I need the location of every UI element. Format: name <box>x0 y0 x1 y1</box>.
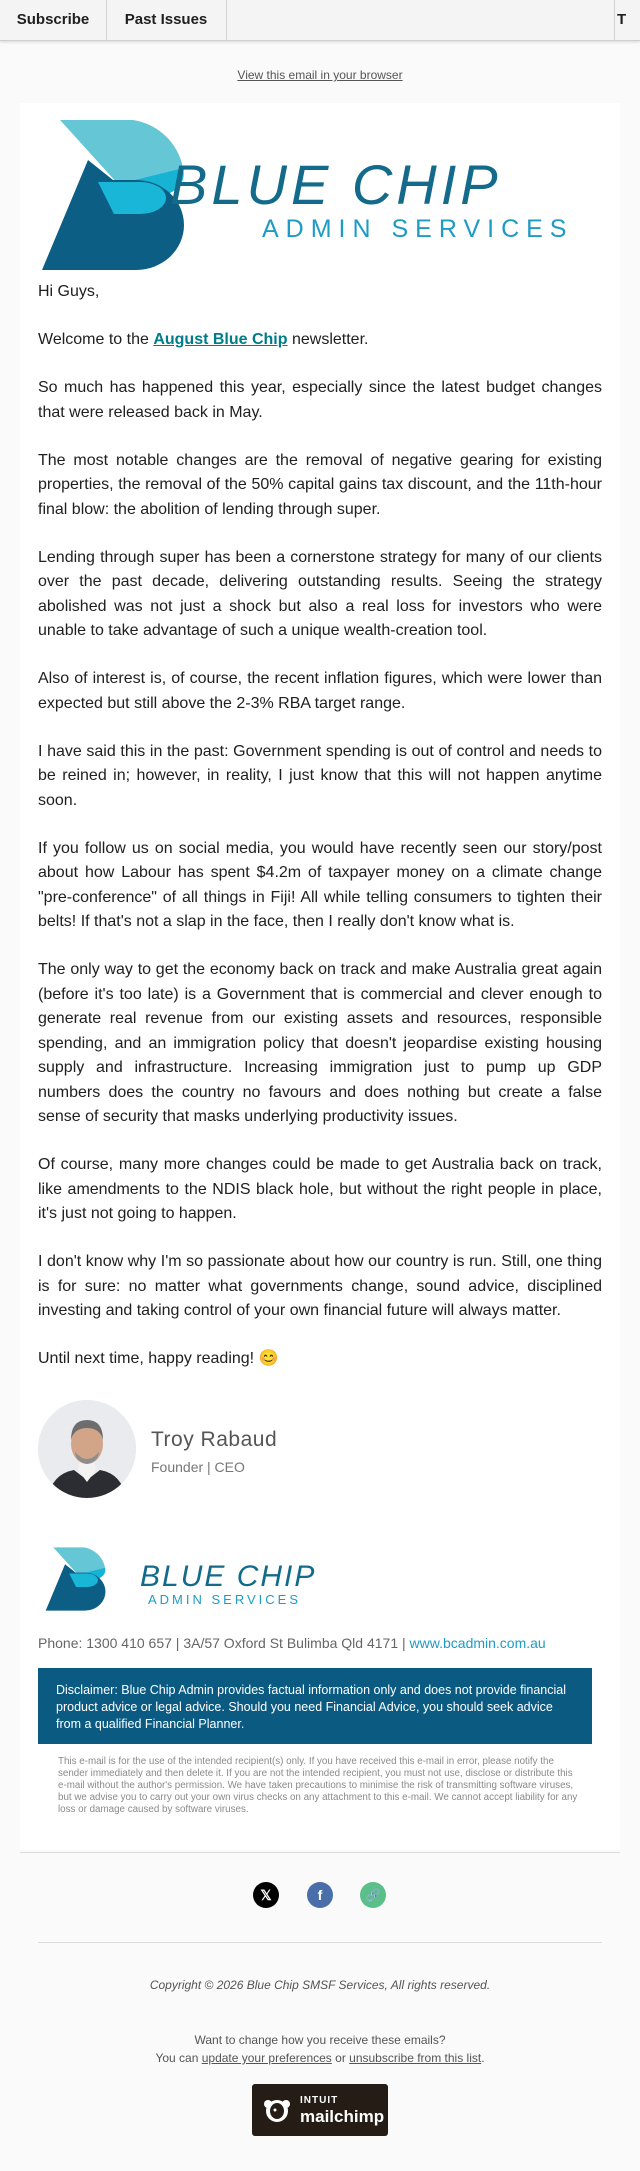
paragraph: The most notable changes are the removal of negative gearing for existing properties, the removal of the 50% capital gains tax discount, and the 11th-hour final blow: the abolition of lending through super. <box>38 451 602 518</box>
mailchimp-intuit-text: INTUIT <box>300 2095 339 2106</box>
contact-separator: | <box>175 1635 180 1651</box>
contact-line <box>38 1635 602 1651</box>
copyright: Copyright © 2026 Blue Chip SMSF Services, All rights reserved. <box>149 1978 491 1992</box>
signature-name: Troy Rabaud <box>151 1428 278 1451</box>
contact-phone: Phone: 1300 410 657 <box>38 1635 172 1651</box>
prefs-or: or <box>331 2051 350 2065</box>
newsletter-body <box>38 280 602 1395</box>
paragraph: The only way to get the economy back on track and make Australia great again (before it's too late) is a Government that is commercial and clever enough to generate real revenue from our existing assets and resources, responsible spending, and an immigration policy that doesn't jeopardise existing housing supply and infrastructure. Increasing immigration just to pump up GDP numbers does the country no favours and does nothing but create a false sense of security that masks underlying productivity issues. <box>38 961 602 1125</box>
paragraph: I have said this in the past: Government spending is out of control and needs to be reined in; however, in reality, I just know that this will not happen anytime soon. <box>38 742 602 809</box>
website-link-icon[interactable]: 🔗 <box>360 1882 386 1908</box>
welcome-post: newsletter. <box>287 331 369 348</box>
nav-past-issues[interactable]: Past Issues <box>106 0 227 40</box>
view-in-browser <box>0 68 640 82</box>
mailchimp-icon <box>262 2096 292 2129</box>
prefs-pre: You can <box>155 2051 202 2065</box>
paragraph: If you follow us on social media, you would have recently seen our story/post about how Labour has spent $4.2m of taxpayer money on a climate change "pre-conference" of all things in Fiji! All while telling consumers to tighten their belts! If that's not a slap in the face, then I really don't know what is. <box>38 839 602 930</box>
divider <box>38 1942 602 1943</box>
logo-sub-text-small: ADMIN SERVICES <box>148 1592 302 1607</box>
mailchimp-text: mailchimp <box>300 2107 385 2126</box>
logo-brand-text: BLUE CHIP <box>170 153 502 216</box>
unsubscribe-link[interactable]: unsubscribe from this list <box>349 2051 482 2065</box>
paragraph: Of course, many more changes could be made to get Australia back on track, like amendments to the NDIS black hole, but without the right people in place, it's just not going to happen. <box>38 1156 602 1222</box>
paragraph: Also of interest is, of course, the recent inflation figures, which were lower than expected but still above the 2-3% RBA target range. <box>38 670 602 712</box>
blue-chip-logo-mark-small <box>44 1543 124 1620</box>
paragraph: So much has happened this year, especially since the latest budget changes that were released back in May. <box>38 379 602 421</box>
disclaimer-box: Disclaimer: Blue Chip Admin provides factual information only and does not provide financial product advice or legal advice. Should you need Financial Advice, you should seek advice from a qualified Financial Planner. <box>38 1668 592 1744</box>
prefs-question: Want to change how you receive these emails? <box>194 2033 446 2047</box>
avatar <box>38 1400 136 1498</box>
mailchimp-badge[interactable] <box>252 2084 388 2136</box>
divider <box>20 1852 620 1853</box>
facebook-icon[interactable]: f <box>307 1882 333 1908</box>
paragraph: I don't know why I'm so passionate about how our country is run. Still, one thing is for sure: no matter what governments change, sound advice, disciplined investing and taking control of your own financial future will always matter. <box>38 1253 602 1319</box>
update-preferences-link[interactable]: update your preferences <box>201 2051 332 2065</box>
x-social-icon[interactable]: 𝕏 <box>253 1882 279 1908</box>
nav-translate[interactable]: T <box>614 0 640 40</box>
paragraph: Lending through super has been a cornerstone strategy for many of our clients over the past decade, delivering outstanding results. Seeing the strategy abolished was not just a shock but also a real loss for investors who were unable to take advantage of such a unique wealth-creation tool. <box>38 548 602 639</box>
prefs-line <box>0 2051 640 2065</box>
prefs-end: . <box>481 2051 485 2065</box>
contact-address: 3A/57 Oxford St Bulimba Qld 4171 <box>183 1635 399 1651</box>
signature-role: Founder | CEO <box>151 1459 245 1475</box>
website-link[interactable]: www.bcadmin.com.au <box>409 1635 546 1651</box>
welcome-line <box>38 328 602 353</box>
fine-print: This e-mail is for the use of the intended recipient(s) only. If you have received this e-mail in error, please notify the sender immediately and then delete it. If you are not the intended recipient, you must not use, disclose or distribute this e-mail without the author's permission. We have taken precautions to minimise the risk of transmitting software viruses, but we advise you to carry out your own virus checks on any attachment to this e-mail. We cannot accept liability for any loss or damage caused by software viruses. <box>58 1756 578 1815</box>
welcome-pre: Welcome to the <box>38 331 154 348</box>
logo-brand-text-small: BLUE CHIP <box>140 1560 317 1593</box>
signoff: Until next time, happy reading! 😊 <box>38 1350 279 1367</box>
greeting: Hi Guys, <box>38 283 100 300</box>
top-nav <box>0 0 640 41</box>
view-in-browser-link[interactable]: View this email in your browser <box>237 68 403 82</box>
contact-separator: | <box>402 1635 406 1651</box>
newsletter-link[interactable]: August Blue Chip <box>153 331 288 348</box>
nav-subscribe[interactable]: Subscribe <box>0 0 107 40</box>
logo-sub-text: ADMIN SERVICES <box>262 215 574 243</box>
